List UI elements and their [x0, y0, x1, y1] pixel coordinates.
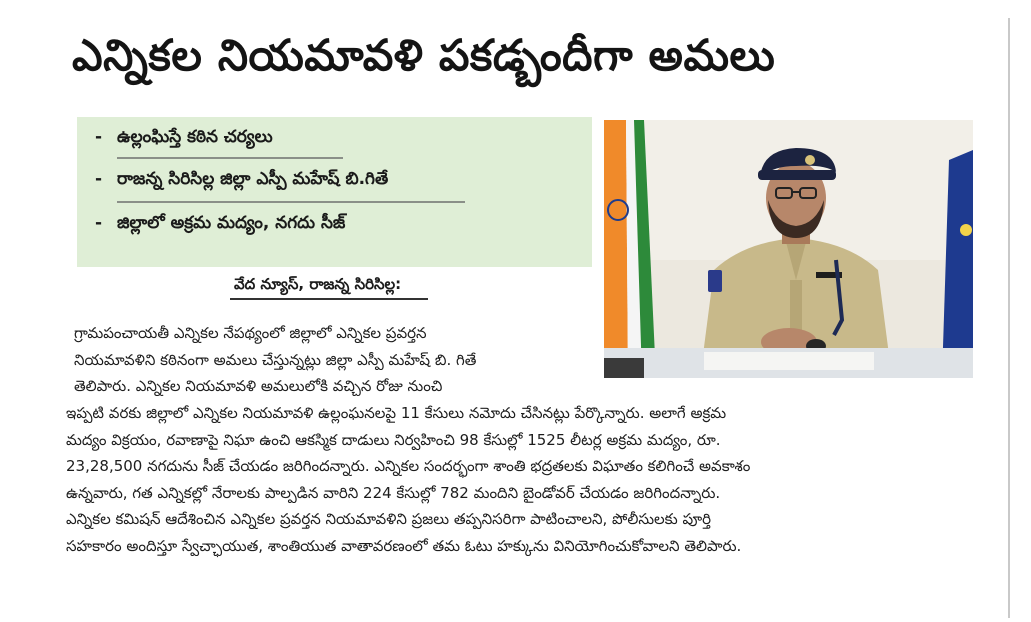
article-body-narrow	[74, 320, 596, 400]
body-line: ఎన్నికల కమిషన్ ఆదేశించిన ఎన్నికల ప్రవర్తన నియమావళిని ప్రజలు తప్పనిసరిగా పాటించాలని, పోలీసులకు పూర్తి	[66, 510, 711, 529]
subheading-divider	[117, 201, 465, 203]
subheading-item	[95, 127, 273, 151]
body-line: 23,28,500 నగదును సీజ్ చేయడం జరిగిందన్నారు. ఎన్నికల సందర్భంగా శాంతి భద్రతలకు విఘాతం కలిగించే అవకాశం	[66, 457, 751, 476]
subheading-item	[95, 169, 388, 193]
dateline-underline	[230, 298, 428, 300]
body-line: ఉన్నవారు, గత ఎన్నికల్లో నేరాలకు పాల్పడిన వారిని 224 కేసుల్లో 782 మందిని బైండోవర్ చేయడం జరిగిందన్నారు.	[66, 483, 721, 502]
body-line: నియమావళిని కఠినంగా అమలు చేస్తున్నట్లు జిల్లా ఎస్పీ మహేష్ బి. గితే	[74, 350, 477, 369]
body-line: మద్యం విక్రయం, రవాణాపై నిఘా ఉంచి ఆకస్మిక దాడులు నిర్వహించి 98 కేసుల్లో 1525 లీటర్ల అక్రమ మద్యం, రూ.	[66, 430, 721, 449]
column-divider-rule	[1008, 18, 1010, 618]
article-body-wide	[66, 400, 976, 560]
body-line: గ్రామపంచాయతీ ఎన్నికల నేపథ్యంలో జిల్లాలో ఎన్నికల ప్రవర్తన	[74, 324, 427, 342]
officer-photo-illustration	[604, 120, 973, 378]
dateline: వేద న్యూస్, రాజన్న సిరిసిల్ల:	[234, 275, 402, 293]
subheading-text: జిల్లాలో అక్రమ మద్యం, నగదు సీజ్	[117, 213, 346, 233]
subheading-text: రాజన్న సిరిసిల్ల జిల్లా ఎస్పీ మహేష్ బి.గితే	[117, 169, 389, 189]
officer-photo	[604, 120, 973, 378]
headline: ఎన్నికల నియమావళి పకడ్బందీగా అమలు	[72, 31, 776, 81]
subheading-text: ఉల్లంఘిస్తే కఠిన చర్యలు	[117, 127, 273, 147]
subheading-bullet: -	[95, 127, 103, 147]
subheading-box	[77, 117, 592, 267]
subheading-bullet: -	[95, 169, 103, 189]
subheading-divider	[117, 157, 343, 159]
body-line: సహకారం అందిస్తూ స్వేచ్ఛాయుత, శాంతియుత వాతావరణంలో తమ ఓటు హక్కును వినియోగించుకోవాలని తెలిపారు.	[66, 536, 742, 555]
body-line: ఇప్పటి వరకు జిల్లాలో ఎన్నికల నియమావళి ఉల్లంఘనలపై 11 కేసులు నమోదు చేసినట్లు పేర్కొన్నారు. అలాగే అక్రమ	[66, 404, 727, 422]
subheading-item	[95, 213, 345, 237]
subheading-bullet: -	[95, 213, 103, 233]
body-line: తెలిపారు. ఎన్నికల నియమావళి అమలులోకి వచ్చిన రోజు నుంచి	[74, 377, 443, 396]
